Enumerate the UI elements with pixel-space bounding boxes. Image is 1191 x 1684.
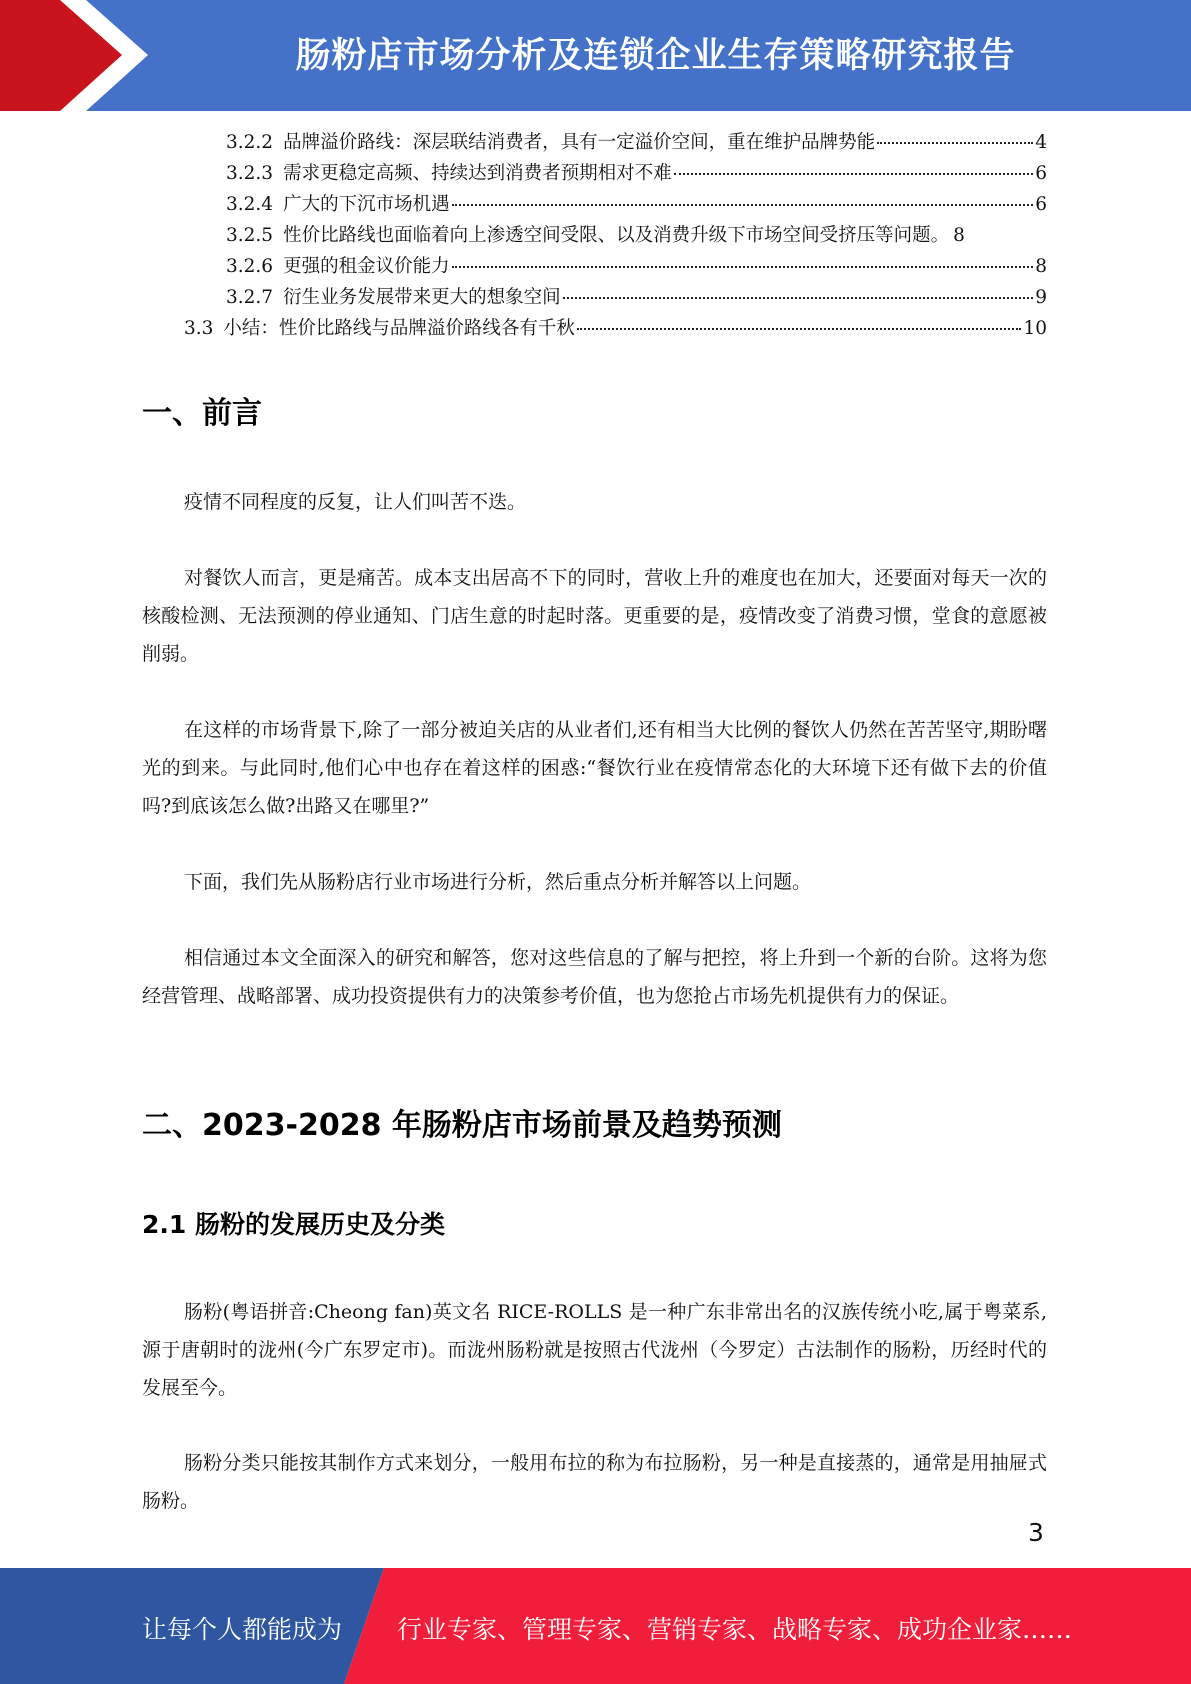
toc-leader-dots (577, 327, 1022, 330)
toc-entry[interactable] (226, 190, 1047, 221)
toc-entry[interactable] (226, 221, 1047, 252)
toc-entry-text: 广大的下沉市场机遇 (283, 194, 450, 215)
paragraph: 疫情不同程度的反复，让人们叫苦不迭。 (184, 491, 527, 513)
toc-entry-number: 3.2.2 (226, 132, 274, 153)
toc-entry[interactable] (226, 252, 1047, 283)
toc-entry-number: 3.2.3 (226, 163, 274, 184)
toc-entry-number: 3.2.7 (226, 287, 274, 308)
header-band (0, 0, 1191, 111)
toc-entry-page: 6 (1035, 194, 1047, 215)
toc-entry-page: 8 (1035, 256, 1047, 277)
paragraph: 对餐饮人而言，更是痛苦。成本支出居高不下的同时，营收上升的难度也在加大，还要面对每天一次的核酸检测、无法预测的停业通知、门店生意的时起时落。更重要的是，疫情改变了消费习惯，堂食的意愿被削弱。 (142, 567, 1047, 665)
toc-leader-dots (877, 141, 1033, 144)
footer-slogan-right: 行业专家、管理专家、营销专家、战略专家、成功企业家…… (397, 1615, 1073, 1644)
toc-leader-dots (563, 296, 1034, 299)
paragraph: 在这样的市场背景下,除了一部分被迫关店的从业者们,还有相当大比例的餐饮人仍然在苦苦坚守,期盼曙光的到来。与此同时,他们心中也存在着这样的困惑:“餐饮行业在疫情常态化的大环境下还有做下去的价值吗?到底该怎么做?出路又在哪里?” (142, 719, 1047, 817)
toc-entry[interactable] (226, 283, 1047, 314)
toc-entry-number: 3.3 (184, 318, 214, 339)
paragraph: 肠粉分类只能按其制作方式来划分，一般用布拉的称为布拉肠粉，另一种是直接蒸的，通常是用抽屉式肠粉。 (142, 1452, 1047, 1512)
paragraph: 下面，我们先从肠粉店行业市场进行分析，然后重点分析并解答以上问题。 (184, 871, 812, 893)
toc-entry[interactable] (226, 128, 1047, 159)
toc-leader-dots (452, 203, 1034, 206)
footer-band (0, 1568, 1191, 1684)
subsection-heading-history: 2.1 肠粉的发展历史及分类 (142, 1210, 445, 1239)
toc-entry-page: 4 (1035, 132, 1047, 153)
paragraph: 肠粉(粤语拼音:Cheong fan)英文名 RICE-ROLLS 是一种广东非常出名的汉族传统小吃,属于粤菜系,源于唐朝时的泷州(今广东罗定市)。而泷州肠粉就是按照古代泷州（今罗定）古法制作的肠粉，历经时代的发展至今。 (142, 1301, 1047, 1399)
toc-entry-page: 6 (1035, 163, 1047, 184)
toc-entry-number: 3.2.6 (226, 256, 274, 277)
report-title: 肠粉店市场分析及连锁企业生存策略研究报告 (295, 36, 1016, 76)
toc-entry-text: 品牌溢价路线：深层联结消费者，具有一定溢价空间，重在维护品牌势能 (283, 132, 876, 153)
toc-entry-page: 9 (1035, 287, 1047, 308)
toc-entry-page: 8 (953, 225, 965, 246)
toc-entry-text: 更强的租金议价能力 (283, 256, 450, 277)
toc-entry-text: 衍生业务发展带来更大的想象空间 (283, 287, 561, 308)
toc-entry-text: 小结：性价比路线与品牌溢价路线各有千秋 (223, 318, 575, 339)
toc-entry-page: 10 (1023, 318, 1047, 339)
section-heading-preface: 一、前言 (142, 396, 262, 431)
toc-leader-dots (452, 265, 1034, 268)
toc-entry-number: 3.2.5 (226, 225, 274, 246)
toc-entry[interactable] (184, 314, 1047, 345)
toc-entry-text: 性价比路线也面临着向上渗透空间受限、以及消费升级下市场空间受挤压等问题。 (283, 225, 950, 246)
toc-entry[interactable] (226, 159, 1047, 190)
paragraph: 相信通过本文全面深入的研究和解答，您对这些信息的了解与把控，将上升到一个新的台阶。这将为您经营管理、战略部署、成功投资提供有力的决策参考价值，也为您抢占市场先机提供有力的保证。 (142, 947, 1047, 1007)
section-heading-forecast: 二、2023-2028 年肠粉店市场前景及趋势预测 (142, 1108, 782, 1143)
toc-entry-text: 需求更稳定高频、持续达到消费者预期相对不难 (283, 163, 672, 184)
footer-slogan-left: 让每个人都能成为 (142, 1615, 343, 1644)
toc-leader-dots (674, 172, 1034, 175)
page-number: 3 (1028, 1518, 1044, 1547)
toc-entry-number: 3.2.4 (226, 194, 274, 215)
